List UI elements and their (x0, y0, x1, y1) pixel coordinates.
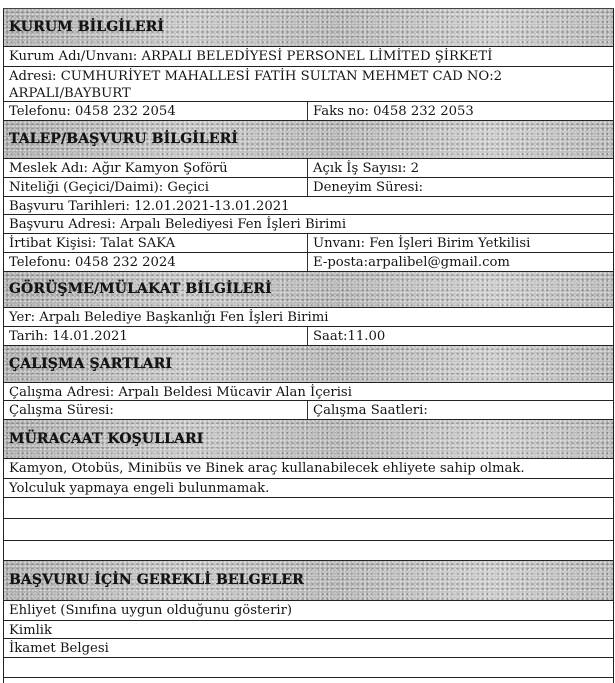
eposta-field: E-posta:arpalibel@gmail.com (313, 255, 510, 270)
faks-field: Faks no: 0458 232 2053 (313, 104, 474, 119)
calisma-adresi-field: Çalışma Adresi: Arpalı Beldesi Mücavir Alan İçerisi (9, 385, 352, 400)
muracaat-item: Kamyon, Otobüs, Minibüs ve Binek araç kullanabilecek ehliyete sahip olmak. (9, 461, 525, 476)
section-header-belgeler (4, 561, 613, 601)
meslek-field: Meslek Adı: Ağır Kamyon Şoförü (4, 159, 308, 177)
adresi-line2: ARPALI/BAYBURT (9, 86, 131, 101)
row-telefon-faks (4, 102, 613, 121)
belge-item: İkamet Belgesi (9, 641, 109, 656)
row-tarihler (4, 197, 613, 215)
tarih-field: Tarih: 14.01.2021 (4, 327, 308, 345)
row-calisma-adresi (4, 383, 613, 401)
irtibat-field: İrtibat Kişisi: Talat SAKA (4, 234, 308, 252)
muracaat-item (4, 498, 613, 518)
list-item-empty (4, 498, 613, 519)
section-title: BAŞVURU İÇİN GEREKLİ BELGELER (9, 572, 304, 588)
belge-item: Kimlik (9, 623, 53, 638)
row-yer (4, 308, 613, 327)
unvani-field: Unvanı: Fen İşleri Birim Yetkilisi (313, 236, 531, 251)
basvuru-adresi-field: Başvuru Adresi: Arpalı Belediyesi Fen İşleri Birimi (9, 217, 347, 232)
kurum-adi-field: Kurum Adı/Unvanı: ARPALI BELEDİYESİ PERSONEL LİMİTED ŞİRKETİ (9, 49, 493, 64)
belge-item: Ehliyet (Sınıfına uygun olduğunu gösterir) (9, 603, 293, 618)
row-irtibat (4, 234, 613, 253)
belge-item (4, 658, 613, 677)
section-title: ÇALIŞMA ŞARTLARI (9, 355, 173, 372)
calisma-suresi-field: Çalışma Süresi: (4, 401, 308, 419)
section-header-muracaat (4, 420, 613, 459)
basvuru-tarihleri-field: Başvuru Tarihleri: 12.01.2021-13.01.2021 (9, 199, 290, 214)
muracaat-item: Yolculuk yapmaya engeli bulunmamak. (9, 481, 270, 496)
row-adresi (4, 67, 613, 102)
adresi-line1: Adresi: CUMHURİYET MAHALLESİ FATİH SULTAN MEHMET CAD NO:2 (9, 69, 503, 84)
section-title: GÖRÜŞME/MÜLAKAT BİLGİLERİ (9, 281, 272, 297)
acik-is-field: Açık İş Sayısı: 2 (313, 161, 420, 176)
form-tail (4, 678, 613, 683)
list-item (4, 459, 613, 479)
section-header-calisma (4, 346, 613, 383)
yer-field: Yer: Arpalı Belediye Başkanlığı Fen İşleri Birimi (9, 310, 329, 325)
list-item-empty (4, 541, 613, 561)
row-kurum-adi (4, 47, 613, 67)
adresi-field (4, 67, 613, 101)
list-item-empty (4, 658, 613, 678)
job-posting-form (3, 8, 614, 683)
muracaat-item (4, 541, 613, 560)
row-telefon-eposta (4, 253, 613, 272)
section-header-gorusme (4, 272, 613, 308)
section-header-kurum (4, 9, 613, 47)
deneyim-field: Deneyim Süresi: (313, 180, 424, 195)
row-basvuru-adresi (4, 215, 613, 234)
row-calisma-suresi (4, 401, 613, 420)
list-item (4, 639, 613, 658)
list-item (4, 621, 613, 639)
list-item (4, 601, 613, 621)
row-meslek (4, 159, 613, 178)
muracaat-item (4, 519, 613, 540)
section-title: KURUM BİLGİLERİ (9, 19, 165, 35)
list-item (4, 479, 613, 498)
telefonu-field: Telefonu: 0458 232 2054 (4, 102, 308, 120)
saat-field: Saat:11.00 (313, 329, 386, 344)
section-title: TALEP/BAŞVURU BİLGİLERİ (9, 131, 238, 147)
row-niteligi (4, 178, 613, 197)
niteligi-field: Niteliği (Geçici/Daimi): Geçici (4, 178, 308, 196)
list-item-empty (4, 519, 613, 541)
talep-telefonu-field: Telefonu: 0458 232 2024 (4, 253, 308, 271)
section-header-talep (4, 121, 613, 159)
calisma-saatleri-field: Çalışma Saatleri: (313, 403, 428, 418)
section-title: MÜRACAAT KOŞULLARI (9, 430, 204, 447)
row-tarih-saat (4, 327, 613, 346)
